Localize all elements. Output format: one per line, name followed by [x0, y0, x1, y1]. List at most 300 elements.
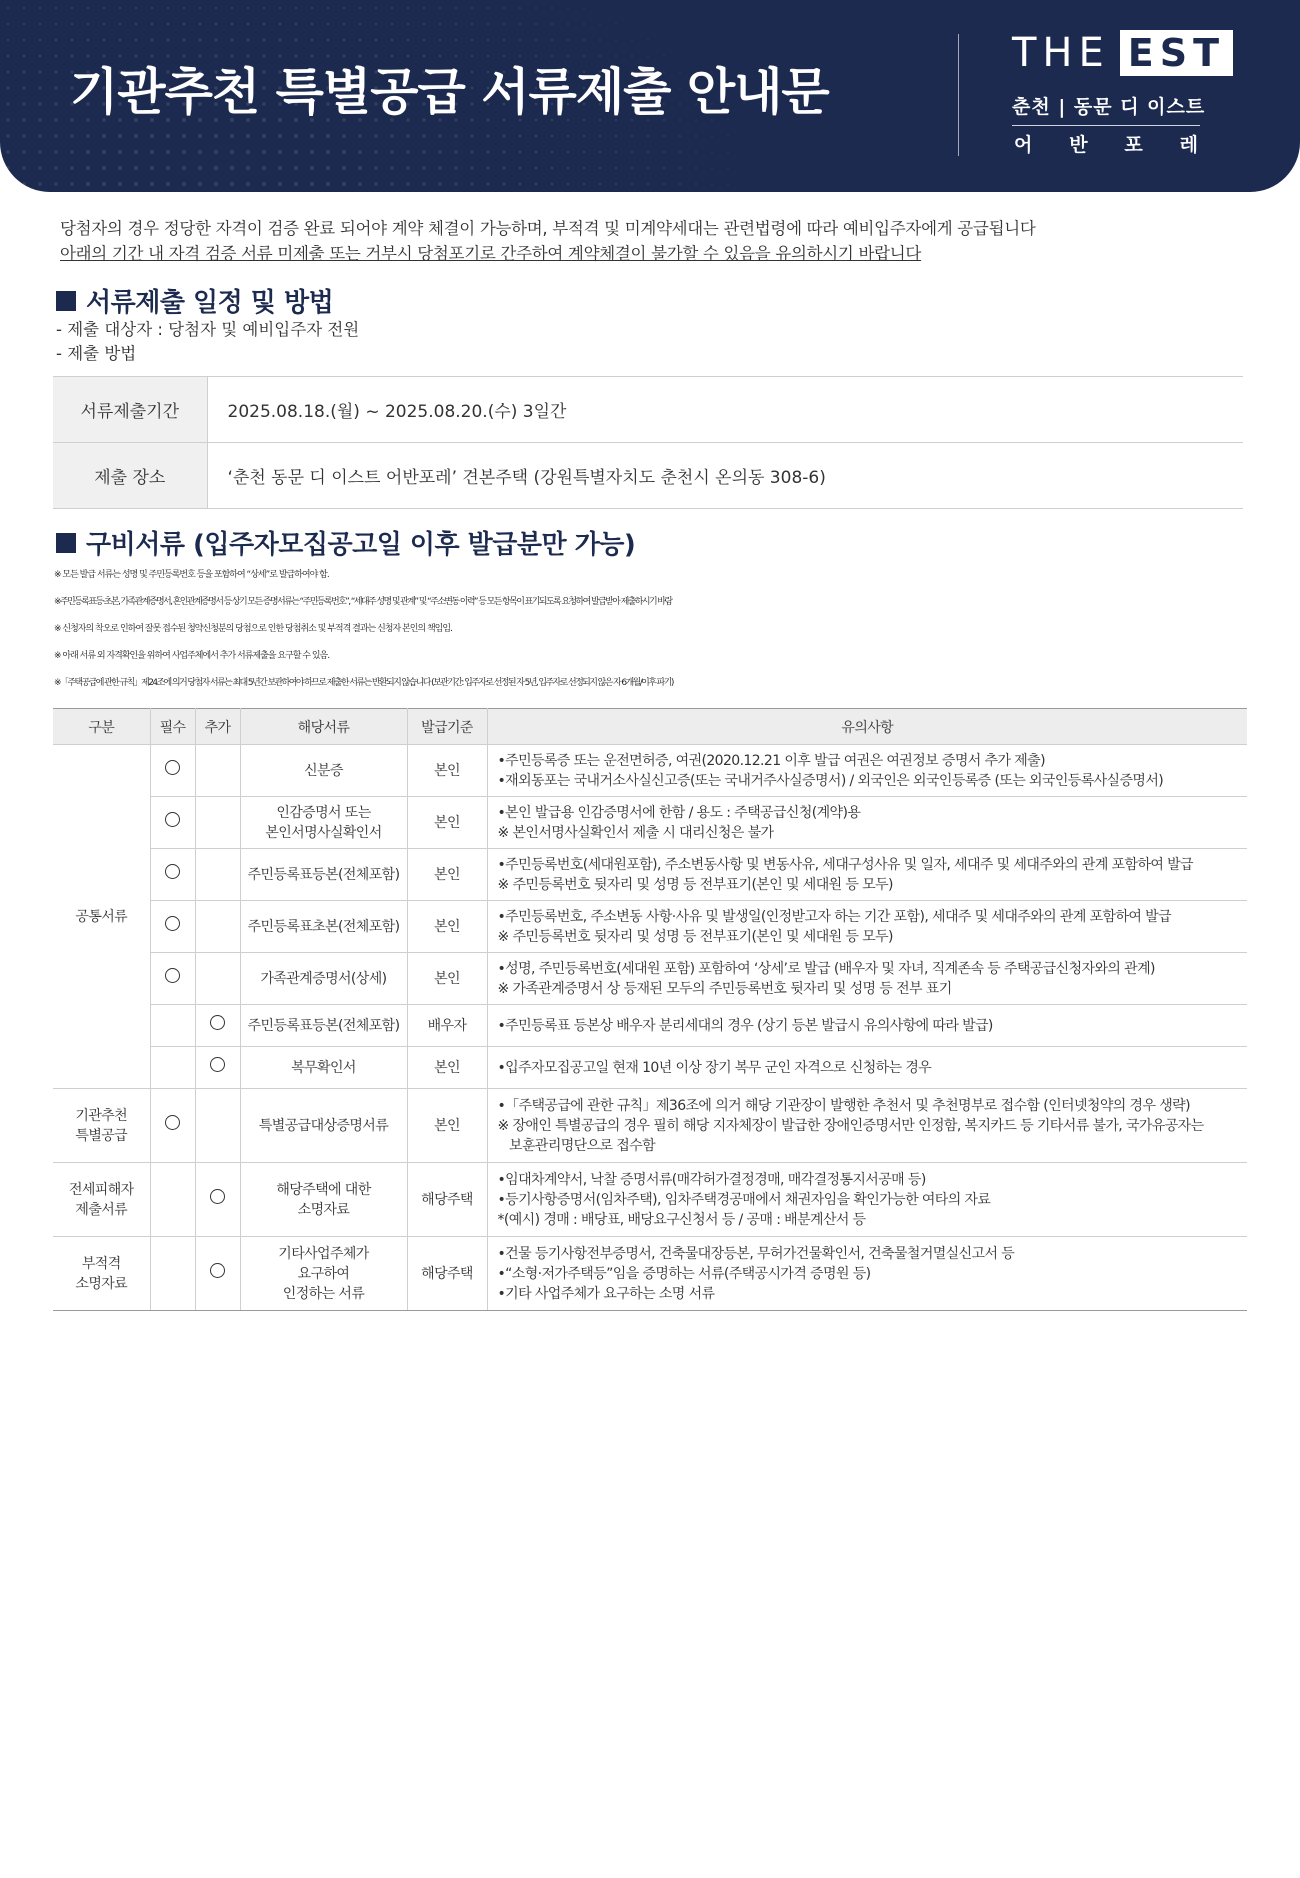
- pattern-dot: [856, 136, 857, 137]
- pattern-dot: [647, 39, 648, 40]
- table-row: [53, 443, 1243, 509]
- pattern-dot: [294, 150, 298, 154]
- pattern-dot: [374, 182, 378, 186]
- pattern-dot: [776, 40, 777, 41]
- pattern-dot: [792, 24, 793, 25]
- pattern-dot: [326, 150, 330, 154]
- pattern-dot: [86, 134, 90, 138]
- pattern-dot: [599, 151, 601, 153]
- table-row: [53, 797, 1247, 849]
- note-line: ※ 아래 서류 외 자격확인을 위하여 사업주체에서 추가 서류제출을 요구할 수 있음.: [54, 651, 330, 661]
- intro-warning: 아래의 기간 내 자격 검증 서류 미제출 또는 거부시 당첨포기로 간주하여 계약체결이 불가할 수 있음을 유의하시기 바랍니다: [60, 244, 922, 263]
- pattern-dot: [422, 166, 425, 169]
- pattern-dot: [71, 7, 73, 9]
- basis-cell: 해당주택: [407, 1237, 487, 1311]
- note-cell: [487, 901, 1247, 953]
- basis-cell: 본인: [407, 1047, 487, 1089]
- pattern-dot: [663, 39, 664, 40]
- circle-icon: [210, 1015, 225, 1030]
- pattern-dot: [231, 39, 234, 42]
- pattern-dot: [103, 7, 105, 9]
- pattern-dot: [86, 150, 90, 154]
- pattern-dot: [551, 39, 553, 41]
- extra-cell: [195, 1005, 240, 1047]
- pattern-dot: [503, 167, 506, 170]
- pattern-dot: [759, 183, 760, 184]
- pattern-dot: [808, 168, 809, 169]
- note-line: ※ 모든 발급 서류는 성명 및 주민등록번호 등을 포함하여 “상세”로 발급하여야 함.: [54, 570, 329, 580]
- pattern-dot: [519, 7, 521, 9]
- pattern-dot: [712, 8, 713, 9]
- doc-name: 주민등록표초본(전체포함): [247, 918, 400, 935]
- pattern-dot: [439, 7, 441, 9]
- pattern-dot: [872, 168, 873, 169]
- pattern-dot: [151, 39, 154, 42]
- pattern-dot: [326, 166, 330, 170]
- pattern-dot: [215, 39, 218, 42]
- pattern-dot: [22, 86, 25, 89]
- pattern-dot: [470, 150, 473, 153]
- pattern-dot: [38, 86, 41, 89]
- pattern-dot: [647, 23, 648, 24]
- pattern-dot: [374, 166, 378, 170]
- pattern-dot: [615, 39, 617, 41]
- pattern-dot: [70, 134, 74, 138]
- pattern-dot: [198, 182, 203, 187]
- pattern-dot: [375, 39, 378, 42]
- doc-name: 소명자료: [297, 1201, 350, 1218]
- pattern-dot: [247, 7, 249, 9]
- pattern-dot: [375, 23, 377, 25]
- col-header: 필수: [150, 709, 195, 745]
- pattern-dot: [327, 39, 330, 42]
- pattern-dot: [102, 166, 106, 170]
- pattern-dot: [615, 151, 617, 153]
- pattern-dot: [551, 183, 554, 186]
- pattern-dot: [214, 182, 219, 187]
- pattern-dot: [679, 183, 681, 185]
- pattern-dot: [182, 166, 187, 171]
- pattern-dot: [199, 23, 202, 26]
- pattern-dot: [438, 150, 441, 153]
- required-cell: [150, 1047, 195, 1089]
- pattern-dot: [615, 23, 616, 24]
- pattern-dot: [759, 135, 760, 136]
- doc-name: 특별공급대상증명서류: [258, 1117, 389, 1134]
- pattern-dot: [22, 182, 26, 186]
- note-text: •입주자모집공고일 현재 10년 이상 장기 복무 군인 자격으로 신청하는 경우: [497, 1059, 932, 1076]
- doc-cell: [240, 1005, 407, 1047]
- pattern-dot: [39, 71, 42, 74]
- pattern-dot: [230, 182, 235, 187]
- pattern-dot: [791, 135, 792, 136]
- pattern-dot: [23, 23, 25, 25]
- col-header: 추가: [195, 709, 240, 745]
- pattern-dot: [134, 166, 138, 170]
- pattern-dot: [551, 135, 554, 138]
- pattern-dot: [38, 118, 41, 121]
- circle-icon: [165, 760, 180, 775]
- required-cell: [150, 1005, 195, 1047]
- pattern-dot: [70, 182, 74, 186]
- category-text: 특별공급: [75, 1127, 128, 1144]
- circle-icon: [165, 916, 180, 931]
- pattern-dot: [551, 7, 553, 9]
- note-cell: [487, 745, 1247, 797]
- pattern-dot: [423, 7, 425, 9]
- pattern-dot: [840, 184, 841, 185]
- category-text: 기관추천: [75, 1107, 128, 1124]
- pattern-dot: [471, 7, 473, 9]
- pattern-dot: [535, 167, 538, 170]
- note-text: •등기사항증명서(임차주택), 임차주택경공매에서 채권자임을 확인가능한 여타의 자료: [497, 1191, 991, 1208]
- pattern-dot: [374, 150, 378, 154]
- pattern-dot: [87, 7, 89, 9]
- pattern-dot: [567, 135, 569, 137]
- pattern-dot: [182, 134, 186, 138]
- logo-char: 반: [1069, 134, 1088, 156]
- pattern-dot: [583, 183, 585, 185]
- note-text: •주민등록표 등본상 배우자 분리세대의 경우 (상기 등본 발급시 유의사항에 따라 발급): [497, 1017, 993, 1034]
- pattern-dot: [631, 39, 633, 41]
- pattern-dot: [262, 134, 266, 138]
- doc-cell: [240, 1163, 407, 1237]
- pattern-dot: [391, 23, 393, 25]
- category-cell: [53, 1163, 150, 1237]
- table-row: [53, 1005, 1247, 1047]
- pattern-dot: [696, 8, 697, 9]
- section-title-text: 서류제출 일정 및 방법: [86, 288, 334, 318]
- pattern-dot: [134, 182, 138, 186]
- pattern-dot: [599, 7, 600, 8]
- pattern-dot: [406, 182, 410, 186]
- extra-cell: [195, 849, 240, 901]
- pattern-dot: [663, 183, 665, 185]
- pattern-dot: [38, 150, 42, 154]
- pattern-dot: [23, 7, 25, 9]
- category-text: 제출서류: [75, 1201, 128, 1218]
- pattern-dot: [215, 7, 217, 9]
- pattern-dot: [135, 7, 137, 9]
- table-row: [53, 1163, 1247, 1237]
- pattern-dot: [22, 166, 26, 170]
- pattern-dot: [743, 151, 744, 152]
- pattern-dot: [231, 7, 233, 9]
- pattern-dot: [791, 151, 792, 152]
- pattern-dot: [567, 39, 569, 41]
- pattern-dot: [486, 166, 489, 169]
- pattern-dot: [631, 7, 632, 8]
- pattern-dot: [455, 23, 457, 25]
- basis-cell: 본인: [407, 953, 487, 1005]
- pattern-dot: [406, 134, 409, 137]
- doc-name: 요구하여: [297, 1265, 350, 1282]
- doc-name: 인정하는 서류: [282, 1285, 365, 1302]
- pattern-dot: [151, 23, 154, 26]
- brand-logo: [1012, 28, 1226, 157]
- pattern-dot: [391, 7, 393, 9]
- logo-subtitle: 춘천 | 동문 디 이스트: [1012, 96, 1206, 118]
- pattern-dot: [727, 167, 729, 169]
- pattern-dot: [134, 150, 138, 154]
- extra-cell: [195, 745, 240, 797]
- pattern-dot: [54, 86, 57, 89]
- pattern-dot: [214, 166, 219, 171]
- table-row: [53, 1237, 1247, 1311]
- category-cell: [53, 1237, 150, 1311]
- pattern-dot: [567, 7, 569, 9]
- pattern-dot: [7, 7, 9, 9]
- pattern-dot: [231, 23, 234, 26]
- pattern-dot: [54, 182, 58, 186]
- pattern-dot: [23, 71, 26, 74]
- pattern-dot: [808, 152, 809, 153]
- intro-line: 당첨자의 경우 정당한 자격이 검증 완료 되어야 계약 체결이 가능하며, 부적격 및 미계약세대는 관련법령에 따라 예비입주자에게 공급됩니다: [60, 219, 1036, 238]
- pattern-dot: [438, 134, 441, 137]
- circle-icon: [210, 1263, 225, 1278]
- pattern-dot: [824, 136, 825, 137]
- pattern-dot: [310, 150, 314, 154]
- pattern-dot: [247, 39, 250, 42]
- note-text: •기타 사업주체가 요구하는 소명 서류: [497, 1285, 715, 1302]
- pattern-dot: [535, 23, 537, 25]
- pattern-dot: [55, 55, 58, 58]
- note-line: ※「주택공급에 관한 규칙」제24조에 의거 당첨자 서류는 최대 5년간 보관하여야 하므로 제출한 서류는 반환되지 않습니다 (보관기간: 입주자로 선정된 자 5년, 입주자로 선정되지 않은 자 6개월/이후 파기): [54, 678, 673, 688]
- pattern-dot: [150, 134, 154, 138]
- pattern-dot: [103, 23, 106, 26]
- pattern-dot: [199, 39, 202, 42]
- pattern-dot: [359, 39, 362, 42]
- doc-cell: [240, 797, 407, 849]
- col-header: 구분: [53, 709, 150, 745]
- pattern-dot: [470, 166, 473, 169]
- pattern-dot: [743, 183, 744, 184]
- submission-info: [56, 318, 359, 366]
- pattern-dot: [486, 150, 489, 153]
- pattern-dot: [744, 24, 745, 25]
- pattern-dot: [840, 104, 841, 105]
- pattern-dot: [6, 182, 9, 185]
- pattern-dot: [775, 183, 776, 184]
- pattern-dot: [247, 23, 250, 26]
- pattern-dot: [38, 102, 41, 105]
- pattern-dot: [263, 7, 265, 9]
- pattern-dot: [358, 182, 362, 186]
- pattern-dot: [743, 167, 744, 168]
- pattern-dot: [583, 151, 585, 153]
- pattern-dot: [39, 55, 42, 58]
- pattern-dot: [279, 23, 282, 26]
- pattern-dot: [87, 39, 90, 42]
- logo-char: 어: [1014, 134, 1033, 156]
- pattern-dot: [695, 151, 697, 153]
- doc-cell: [240, 901, 407, 953]
- pattern-dot: [358, 150, 362, 154]
- extra-cell: [195, 797, 240, 849]
- pattern-dot: [695, 135, 697, 137]
- pattern-dot: [295, 39, 298, 42]
- pattern-dot: [455, 39, 457, 41]
- pattern-dot: [712, 24, 713, 25]
- pattern-dot: [567, 151, 570, 154]
- pattern-dot: [342, 150, 346, 154]
- pattern-dot: [535, 135, 538, 138]
- pattern-dot: [454, 166, 457, 169]
- circle-icon: [165, 968, 180, 983]
- pattern-dot: [454, 134, 457, 137]
- pattern-dot: [711, 151, 713, 153]
- pattern-dot: [776, 8, 777, 9]
- pattern-dot: [808, 136, 809, 137]
- pattern-dot: [279, 39, 282, 42]
- pattern-dot: [55, 23, 57, 25]
- pattern-dot: [39, 39, 42, 42]
- category-text: 전세피해자: [68, 1181, 134, 1198]
- pattern-dot: [310, 182, 314, 186]
- circle-icon: [210, 1189, 225, 1204]
- pattern-dot: [7, 87, 10, 90]
- pattern-dot: [439, 39, 441, 41]
- pattern-dot: [230, 150, 235, 155]
- note-text: •성명, 주민등록번호(세대원 포함) 포함하여 ‘상세’로 발급 (배우자 및 자녀, 직계존속 등 주택공급신청자와의 관계): [497, 960, 1155, 977]
- pattern-dot: [711, 167, 713, 169]
- pattern-dot: [263, 39, 266, 42]
- pattern-dot: [246, 166, 251, 171]
- note-text: ※ 주민등록번호 뒷자리 및 성명 등 전부표기(본인 및 세대원 등 모두): [497, 928, 893, 945]
- extra-cell: [195, 1237, 240, 1311]
- pattern-dot: [294, 166, 298, 170]
- pattern-dot: [727, 135, 728, 136]
- pattern-dot: [872, 120, 873, 121]
- pattern-dot: [727, 39, 728, 40]
- pattern-dot: [86, 166, 90, 170]
- pattern-dot: [118, 182, 122, 186]
- pattern-dot: [54, 134, 58, 138]
- pattern-dot: [840, 136, 841, 137]
- pattern-dot: [295, 7, 297, 9]
- pattern-dot: [856, 168, 857, 169]
- basis-cell: 본인: [407, 745, 487, 797]
- pattern-dot: [406, 166, 410, 170]
- pattern-dot: [503, 39, 505, 41]
- pattern-dot: [390, 182, 394, 186]
- pattern-dot: [342, 182, 346, 186]
- square-bullet-icon: [56, 533, 76, 553]
- pattern-dot: [583, 167, 585, 169]
- pattern-dot: [6, 150, 9, 153]
- pattern-dot: [214, 150, 219, 155]
- extra-cell: [195, 953, 240, 1005]
- pattern-dot: [792, 40, 793, 41]
- pattern-dot: [503, 23, 505, 25]
- note-text: •“소형·저가주택등”임을 증명하는 서류(주택공시가격 증명원 등): [497, 1265, 871, 1282]
- note-line: ※주민등록표등·초본, 가족관계증명서, 혼인관계증명서 등 상기 모든 증명서류는 “주민등록번호”, “세대주 성명 및 관계” 및 “주소변동 이력” 등 모든 항목이 표기되도록 요청하여 발급받아 제출하시기 바람: [54, 597, 672, 607]
- pattern-dot: [391, 39, 394, 42]
- pattern-dot: [695, 167, 697, 169]
- required-cell: [150, 745, 195, 797]
- pattern-dot: [6, 134, 9, 137]
- pattern-dot: [695, 183, 697, 185]
- pattern-dot: [663, 167, 665, 169]
- pattern-dot: [278, 134, 282, 138]
- circle-icon: [210, 1057, 225, 1072]
- pattern-dot: [583, 39, 585, 41]
- pattern-dot: [840, 168, 841, 169]
- col-header: 발급기준: [407, 709, 487, 745]
- required-cell: [150, 1089, 195, 1163]
- pattern-dot: [54, 118, 58, 122]
- pattern-dot: [103, 39, 106, 42]
- pattern-dot: [583, 7, 585, 9]
- note-text: •주민등록번호, 주소변동 사항·사유 및 발생일(인정받고자 하는 기간 포함), 세대주 및 세대주와의 관계 포함하여 발급: [497, 908, 1171, 925]
- pattern-dot: [102, 150, 106, 154]
- pattern-dot: [311, 7, 313, 9]
- note-text: •본인 발급용 인감증명서에 한함 / 용도 : 주택공급신청(계약)용: [497, 804, 861, 821]
- pattern-dot: [86, 182, 90, 186]
- basis-cell: 본인: [407, 1089, 487, 1163]
- target-item: - 제출 대상자 : 당첨자 및 예비입주자 전원: [56, 320, 360, 339]
- pattern-dot: [487, 39, 489, 41]
- note-cell: [487, 1237, 1247, 1311]
- doc-cell: [240, 1089, 407, 1163]
- pattern-dot: [615, 167, 617, 169]
- note-cell: [487, 1089, 1247, 1163]
- pattern-dot: [471, 23, 473, 25]
- pattern-dot: [327, 23, 330, 26]
- pattern-dot: [374, 134, 378, 138]
- pattern-dot: [727, 151, 729, 153]
- logo-est: EST: [1120, 30, 1233, 76]
- pattern-dot: [663, 135, 665, 137]
- pattern-dot: [647, 135, 649, 137]
- table-row: [53, 849, 1247, 901]
- pattern-dot: [214, 134, 218, 138]
- pattern-dot: [311, 39, 314, 42]
- pattern-dot: [167, 7, 169, 9]
- pattern-dot: [695, 39, 696, 40]
- required-cell: [150, 953, 195, 1005]
- pattern-dot: [55, 7, 57, 9]
- pattern-dot: [679, 167, 681, 169]
- pattern-dot: [22, 102, 25, 105]
- pattern-dot: [167, 23, 170, 26]
- pattern-dot: [342, 166, 346, 170]
- pattern-dot: [760, 8, 761, 9]
- pattern-dot: [615, 183, 617, 185]
- documents-table: [53, 708, 1247, 1311]
- note-text: ※ 가족관계증명서 상 등재된 모두의 주민등록번호 뒷자리 및 성명 등 전부 표기: [497, 980, 952, 997]
- pattern-dot: [118, 166, 122, 170]
- doc-name: 해당주택에 대한: [276, 1181, 371, 1198]
- pattern-dot: [390, 150, 394, 154]
- pattern-dot: [759, 167, 760, 168]
- section-title-documents: [56, 524, 635, 561]
- pattern-dot: [856, 120, 857, 121]
- pattern-dot: [454, 182, 457, 185]
- pattern-dot: [470, 134, 473, 137]
- required-cell: [150, 797, 195, 849]
- pattern-dot: [359, 7, 361, 9]
- pattern-dot: [166, 134, 170, 138]
- pattern-dot: [760, 24, 761, 25]
- pattern-dot: [599, 167, 601, 169]
- pattern-dot: [7, 23, 9, 25]
- pattern-dot: [519, 151, 522, 154]
- doc-name: 주민등록표등본(전체포함): [247, 866, 400, 883]
- note-text: •「주택공급에 관한 규칙」제36조에 의거 해당 기관장이 발행한 추천서 및 추천명부로 접수함 (인터넷청약의 경우 생략): [497, 1097, 1190, 1114]
- table-row: [53, 745, 1247, 797]
- doc-name: 주민등록표등본(전체포함): [247, 1017, 400, 1034]
